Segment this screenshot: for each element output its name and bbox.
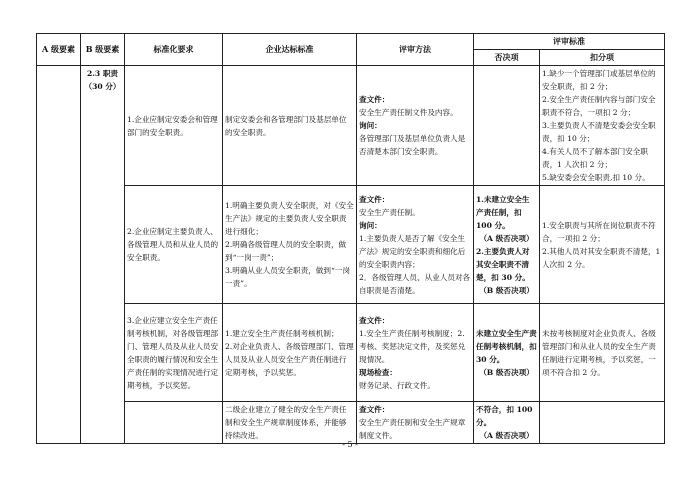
deduct-item: 5.缺安委会安全职责,扣 10 分。 [542, 173, 650, 182]
veto-note: （A 级否决项） [479, 233, 534, 243]
method-keyword: 查文件： [359, 315, 390, 325]
row3-deduct [540, 304, 665, 402]
row2-deduct [540, 186, 665, 304]
header-a-element: A 级要素 [37, 34, 81, 66]
deduct-item: 未按考核制度对企业负责人、各级管理部门和从业人员的安全生产责任制进行定期考核，予以奖惩，一项不符合扣 2 分。 [542, 328, 656, 377]
row4-standard: 二级企业建立了健全的安全生产责任制和安全生产规章制度体系，并能够持续改进。 [223, 402, 357, 444]
method-keyword: 现场检查： [359, 367, 397, 377]
header-veto: 否决项 [474, 50, 540, 66]
method-keyword: 查文件： [359, 194, 390, 204]
method-text: 安全生产责任制和安全生产规章制度文件。 [359, 418, 466, 440]
method-keyword: 询问： [359, 121, 382, 130]
header-standard-requirement: 标准化要求 [125, 34, 223, 66]
method-text: 2．各级管理人员、从业人员对各自职责是否清楚。 [359, 272, 471, 295]
section-score: （30 分） [84, 82, 121, 91]
row1-method [357, 66, 474, 186]
header-b-element: B 级要素 [81, 34, 125, 66]
row1-deduct [540, 66, 665, 186]
row3-requirement: 3.企业应建立安全生产责任制考核机制，对各级管理部门、管理人员及从业人员安全职责的履行情况和安全生产责任制的实现情况进行定期考核，予以奖惩。 [125, 304, 223, 402]
row3-veto [474, 304, 540, 402]
header-deduct: 扣分项 [540, 50, 665, 66]
row2-method [357, 186, 474, 304]
deduct-item: 1.安全职责与其所在岗位职责不符合，一项扣 2 分； [542, 220, 656, 243]
standard-item: 2.对企业负责人、各级管理部门、管理人员及从业人员安全生产责任制进行定期考核，予以奖惩。 [225, 341, 354, 377]
row2-veto [474, 186, 540, 304]
header-enterprise-standard: 企业达标标准 [223, 34, 357, 66]
standard-item: 1.建立安全生产责任制考核机制； [225, 328, 339, 338]
section-title: 2.3 职责 [86, 69, 119, 78]
row1-standard: 制定安委会和各管理部门及基层单位的安全职责。 [223, 66, 357, 186]
veto-text: 2.主要负责人对其安全职责不清楚，扣 30 分。 [476, 246, 530, 282]
method-text: 各管理部门及基层单位负责人是否清楚本部门安全职责。 [359, 134, 466, 156]
row4-veto [474, 402, 540, 444]
page-number: - 5 - [342, 440, 358, 449]
deduct-item: 2.其他人员对其安全职责不清楚，1 人次扣 2 分。 [542, 246, 661, 269]
method-text: 1.安全生产责任制考核制度；2.考核、奖惩决定文件，及奖惩兑现情况。 [359, 328, 466, 364]
veto-text: 未建立安全生产责任制考核机制，扣 30 分。 [476, 328, 537, 364]
standard-item: 1.明确主要负责人安全职责，对《安全生产法》规定的主要负责人安全职责进行细化； [225, 201, 354, 236]
row4-deduct [540, 402, 665, 444]
row4-method [357, 402, 474, 444]
row2-requirement: 2.企业应制定主要负责人、各级管理人员和从业人员的安全职责。 [125, 186, 223, 304]
method-keyword: 查文件： [359, 405, 390, 414]
veto-note: （B 级否决项） [479, 285, 534, 295]
row4-requirement [125, 402, 223, 444]
veto-note: （A 级否决项） [479, 431, 534, 440]
method-keyword: 询问： [359, 220, 382, 230]
a-element-cell [37, 66, 81, 444]
deduct-item: 3.主要负责人不清楚安委会安全职责，扣 10 分； [542, 121, 656, 143]
header-evaluation-criteria: 评审标准 [474, 34, 665, 50]
deduct-item: 1.缺少一个管理部门或基层单位的安全职责，扣 2 分； [542, 69, 656, 91]
standard-item: 2.明确各级管理人员的安全职责，做到“一岗一责”； [225, 240, 347, 262]
row3-method [357, 304, 474, 402]
method-text: 安全生产责任制文件及内容。 [359, 108, 458, 117]
deduct-item: 2.安全生产责任制内容与部门安全职责不符合，一项扣 2 分； [542, 95, 656, 117]
method-text: 财务记录、行政文件。 [359, 380, 435, 390]
row1-veto [474, 66, 540, 186]
row1-requirement: 1.企业应制定安委会和管理部门的安全职责。 [125, 66, 223, 186]
row2-standard [223, 186, 357, 304]
veto-text: 不符合，扣 100 分。 [476, 405, 533, 427]
veto-text: 1.未建立安全生产责任制，扣 100 分。 [476, 194, 530, 230]
row3-standard [223, 304, 357, 402]
evaluation-table [36, 33, 665, 444]
deduct-item: 4.有关人员不了解本部门安全职责，1 人次扣 2 分； [542, 147, 648, 169]
standard-item: 3.明确从业人员安全职责，做到“一岗一责”。 [225, 266, 351, 288]
method-text: 安全生产责任制。 [359, 207, 420, 217]
method-text: 1.主要负责人是否了解《安全生产法》规定的安全职责和细化后的安全职责内容； [359, 233, 466, 269]
header-evaluation-method: 评审方法 [357, 34, 474, 66]
veto-note: （B 级否决项） [479, 367, 534, 377]
b-element-cell [81, 66, 125, 444]
method-keyword: 查文件： [359, 95, 390, 104]
